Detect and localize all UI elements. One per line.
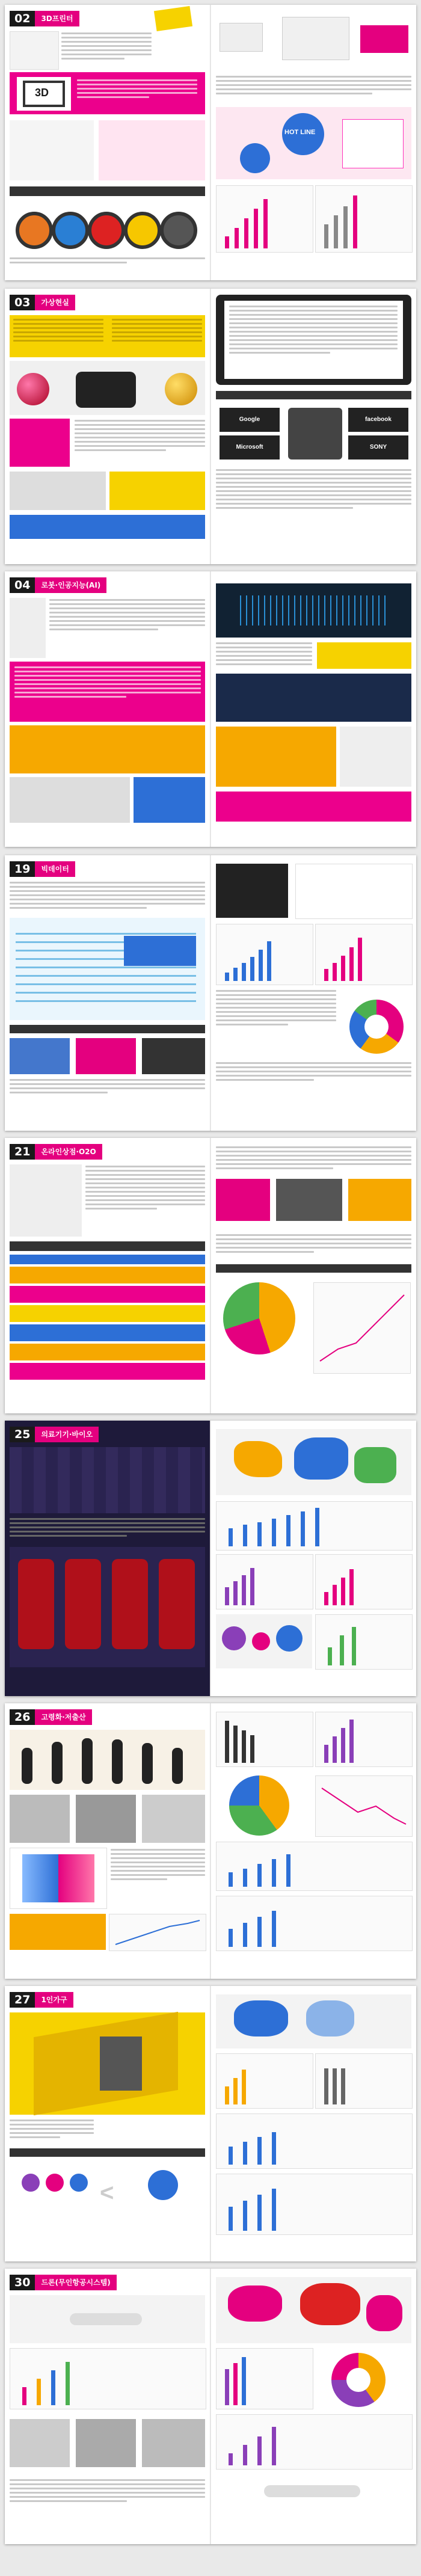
chapter-number: 30 — [10, 2275, 35, 2290]
chapter-number: 26 — [10, 1709, 35, 1725]
orange-text — [216, 727, 336, 787]
spread-drone — [5, 2269, 416, 2544]
bar-chart-2 — [315, 1712, 413, 1767]
chapter-title: 가상현실 — [35, 295, 75, 310]
body-text — [216, 469, 411, 511]
pink-footer — [216, 792, 411, 822]
line-chart — [109, 1914, 206, 1951]
body-text — [10, 882, 205, 911]
spread-online-o2o — [5, 1138, 416, 1413]
subhead-bar — [216, 391, 411, 399]
elderly-photos — [10, 1795, 205, 1843]
page-left — [5, 1138, 210, 1413]
body-text — [85, 1166, 205, 1212]
chapter-number: 19 — [10, 861, 35, 877]
page-right — [211, 571, 416, 847]
blue-banner — [10, 515, 205, 539]
drone-photo — [10, 2295, 205, 2343]
diagram-area — [216, 11, 411, 71]
body-text — [216, 76, 411, 97]
chapter-title: 3D프린터 — [35, 11, 79, 26]
chapter-number: 04 — [10, 577, 35, 593]
line-chart — [315, 1775, 413, 1837]
donut-chart — [331, 2353, 386, 2407]
chapter-title: 1인가구 — [35, 1992, 73, 2008]
dark-panel — [216, 674, 411, 722]
bar-chart-small — [315, 1614, 413, 1670]
bubble-chart — [216, 1614, 312, 1668]
bar-chart-1 — [216, 924, 313, 985]
printer-image — [17, 77, 71, 111]
bar-chart-2 — [315, 2053, 413, 2109]
spread-virtual-reality — [5, 289, 416, 564]
chapter-title: 드론(무인항공시스템) — [35, 2275, 116, 2290]
world-map — [216, 1994, 411, 2049]
bar-chart-1 — [216, 2348, 313, 2409]
body-text — [49, 599, 205, 633]
bar-chart-wide — [216, 1501, 413, 1551]
chapter-number: 03 — [10, 295, 35, 310]
robot-hand-photo — [10, 777, 130, 823]
page-left — [5, 5, 210, 280]
filament-row — [10, 200, 205, 254]
body-text — [10, 2479, 205, 2504]
page-right — [211, 855, 416, 1131]
spread-big-data — [5, 855, 416, 1131]
yellow-note — [317, 642, 411, 669]
chapter-header — [10, 577, 106, 593]
dark-box — [216, 864, 288, 918]
text-block — [61, 32, 152, 62]
device-photos — [216, 1175, 411, 1229]
caption-text — [10, 257, 205, 266]
subhead-bar — [10, 1241, 205, 1251]
printer-3d-label: 3D — [35, 87, 49, 99]
bar-chart-1 — [216, 2053, 313, 2109]
comparison-table — [10, 1255, 205, 1387]
figure-photo — [10, 120, 94, 180]
page-right — [211, 1421, 416, 1696]
magenta-box — [10, 419, 70, 467]
body-text — [216, 990, 336, 1028]
pink-text — [77, 79, 197, 100]
google-logo: Google — [220, 408, 280, 432]
subhead-bar — [10, 2148, 205, 2157]
page-right — [211, 1138, 416, 1413]
product-spec — [109, 472, 205, 510]
page-left — [5, 1703, 210, 1979]
chapter-title: 로봇·인공지능(AI) — [35, 577, 106, 593]
bar-chart-wide — [216, 2113, 413, 2169]
people-icons: < — [10, 2162, 205, 2234]
chart-left — [216, 185, 313, 253]
chart-right — [315, 185, 413, 253]
line-chart — [313, 1282, 411, 1374]
tablet-frame — [216, 295, 411, 385]
bar-chart-wide — [216, 1842, 413, 1891]
bar-chart-wide — [216, 2414, 413, 2470]
robot-photo — [10, 598, 46, 658]
pie-chart — [223, 1282, 295, 1354]
body-text — [75, 420, 205, 453]
sony-logo: SONY — [348, 435, 408, 460]
subhead-bar — [10, 1025, 205, 1033]
page-right — [211, 289, 416, 564]
isometric-house — [10, 2012, 205, 2115]
donut-chart — [349, 1000, 404, 1054]
bar-chart-right — [315, 1554, 413, 1609]
body-text — [111, 1849, 205, 1883]
body-text — [10, 2120, 94, 2141]
circuit-image — [216, 583, 411, 638]
body-text — [216, 1234, 411, 1255]
spread-3d-printer — [5, 5, 416, 280]
page-left — [5, 289, 210, 564]
vr-headset-photo — [10, 361, 205, 415]
page-left — [5, 855, 210, 1131]
chapter-header — [10, 861, 75, 877]
world-map — [216, 1429, 411, 1495]
chapter-number: 02 — [10, 11, 35, 26]
page-left — [5, 1421, 210, 1696]
chapter-number: 21 — [10, 1144, 35, 1160]
subhead-bar — [10, 186, 205, 196]
hot-line-label: HOT LINE — [284, 129, 316, 136]
microsoft-logo: Microsoft — [220, 435, 280, 460]
page-left — [5, 571, 210, 847]
body-text — [216, 1146, 411, 1172]
flow-box — [99, 120, 205, 180]
aging-silhouettes — [10, 1730, 205, 1790]
footer-text — [216, 1062, 411, 1083]
chapter-title: 의료기기·바이오 — [35, 1427, 99, 1442]
population-pyramid — [10, 1848, 107, 1909]
caption-text — [10, 1079, 205, 1096]
chapter-title: 온라인상점·O2O — [35, 1144, 102, 1160]
phone-photo — [10, 1164, 82, 1237]
blue-panel — [134, 777, 205, 823]
bar-chart — [10, 2348, 206, 2409]
world-map — [216, 2277, 411, 2343]
page-left — [5, 2269, 210, 2544]
page-right — [211, 1703, 416, 1979]
spread-robot-ai — [5, 571, 416, 847]
bar-chart-1 — [216, 1712, 313, 1767]
orange-panel — [10, 725, 205, 773]
bar-chart-bottom — [216, 1896, 413, 1951]
spread-aging — [5, 1703, 416, 1979]
chapter-header — [10, 1992, 73, 2008]
blood-bags — [10, 1547, 205, 1667]
spread-single-household — [5, 1986, 416, 2261]
chapter-header — [10, 2275, 117, 2290]
flow-chart — [295, 864, 413, 919]
chapter-number: 25 — [10, 1427, 35, 1442]
photo-strip — [10, 1038, 205, 1074]
facebook-logo: facebook — [348, 408, 408, 432]
chapter-header — [10, 11, 79, 26]
product-photo — [10, 472, 106, 510]
lab-photo — [10, 1447, 205, 1513]
data-flow-diagram — [10, 918, 205, 1020]
subhead-bar — [216, 1264, 411, 1273]
chapter-header — [10, 1709, 92, 1725]
pie-chart — [229, 1775, 289, 1836]
body-text — [10, 1518, 205, 1539]
brand-logos — [216, 403, 411, 463]
pink-text-panel — [10, 662, 205, 722]
printer-photo — [10, 31, 59, 70]
spread-medical-bio — [5, 1421, 416, 1696]
chapter-number: 27 — [10, 1992, 35, 2008]
aircraft-photo — [216, 2473, 411, 2516]
drone-images — [10, 2413, 205, 2473]
page-left — [5, 1986, 210, 2261]
yellow-text-panel — [10, 315, 205, 357]
chapter-title: 고령화·저출산 — [35, 1709, 91, 1725]
chapter-title: 빅데이터 — [35, 861, 75, 877]
orange-box — [10, 1914, 106, 1950]
hot-line-panel — [216, 107, 411, 179]
chapter-header — [10, 1144, 102, 1160]
bar-chart-bottom — [216, 2174, 413, 2235]
humanoid-photo — [340, 727, 411, 787]
bar-chart-left — [216, 1554, 313, 1609]
page-right — [211, 5, 416, 280]
sticker — [154, 6, 192, 31]
body-text — [216, 642, 312, 668]
bar-chart-2 — [315, 924, 413, 985]
chapter-header — [10, 295, 75, 310]
chapter-header — [10, 1427, 99, 1442]
page-right — [211, 1986, 416, 2261]
page-right — [211, 2269, 416, 2544]
